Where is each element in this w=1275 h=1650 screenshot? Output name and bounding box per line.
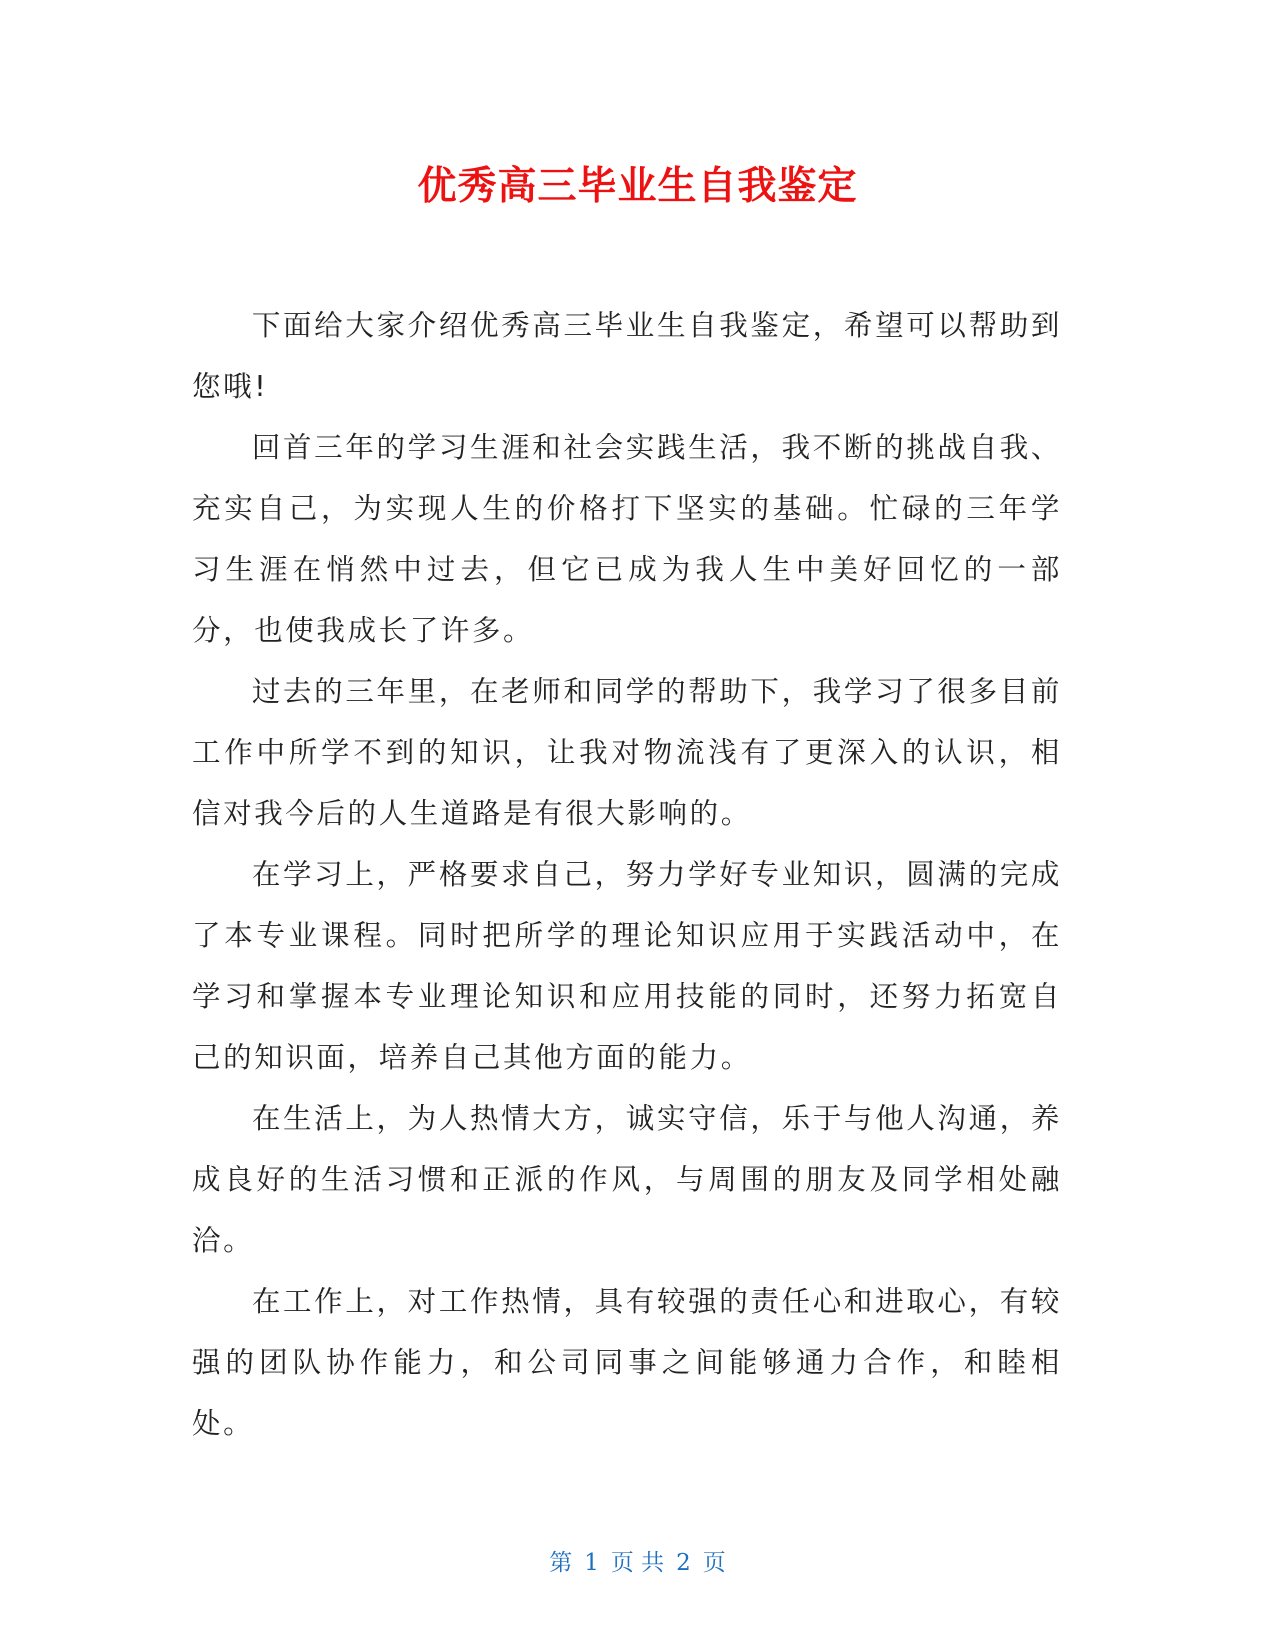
paragraph-life: 在生活上，为人热情大方，诚实守信，乐于与他人沟通，养成良好的生活习惯和正派的作风，与周围的朋友及同学相处融洽。 xyxy=(192,1102,1062,1257)
footer-suffix: 页 xyxy=(702,1550,726,1576)
page-footer xyxy=(0,1548,1275,1578)
paragraph-intro: 下面给大家介绍优秀高三毕业生自我鉴定，希望可以帮助到您哦! xyxy=(192,309,1062,403)
footer-current-page: 1 xyxy=(584,1550,599,1576)
paragraph-review: 回首三年的学习生涯和社会实践生活，我不断的挑战自我、充实自己，为实现人生的价格打下坚实的基础。忙碌的三年学习生涯在悄然中过去，但它已成为我人生中美好回忆的一部分，也使我成长了许多。 xyxy=(192,431,1062,647)
footer-prefix: 第 xyxy=(549,1550,573,1576)
paragraph-past-three-years: 过去的三年里，在老师和同学的帮助下，我学习了很多目前工作中所学不到的知识，让我对物流浅有了更深入的认识，相信对我今后的人生道路是有很大影响的。 xyxy=(192,675,1062,830)
paragraph-study: 在学习上，严格要求自己，努力学好专业知识，圆满的完成了本专业课程。同时把所学的理论知识应用于实践活动中，在学习和掌握本专业理论知识和应用技能的同时，还努力拓宽自己的知识面，培养自己其他方面的能力。 xyxy=(192,858,1062,1074)
footer-mid: 页 共 xyxy=(610,1550,665,1576)
footer-total-pages: 2 xyxy=(676,1550,691,1576)
document-title: 优秀高三毕业生自我鉴定 xyxy=(417,164,858,209)
paragraph-work: 在工作上，对工作热情，具有较强的责任心和进取心，有较强的团队协作能力，和公司同事之间能够通力合作，和睦相处。 xyxy=(192,1285,1062,1440)
document-body xyxy=(192,295,1062,1454)
